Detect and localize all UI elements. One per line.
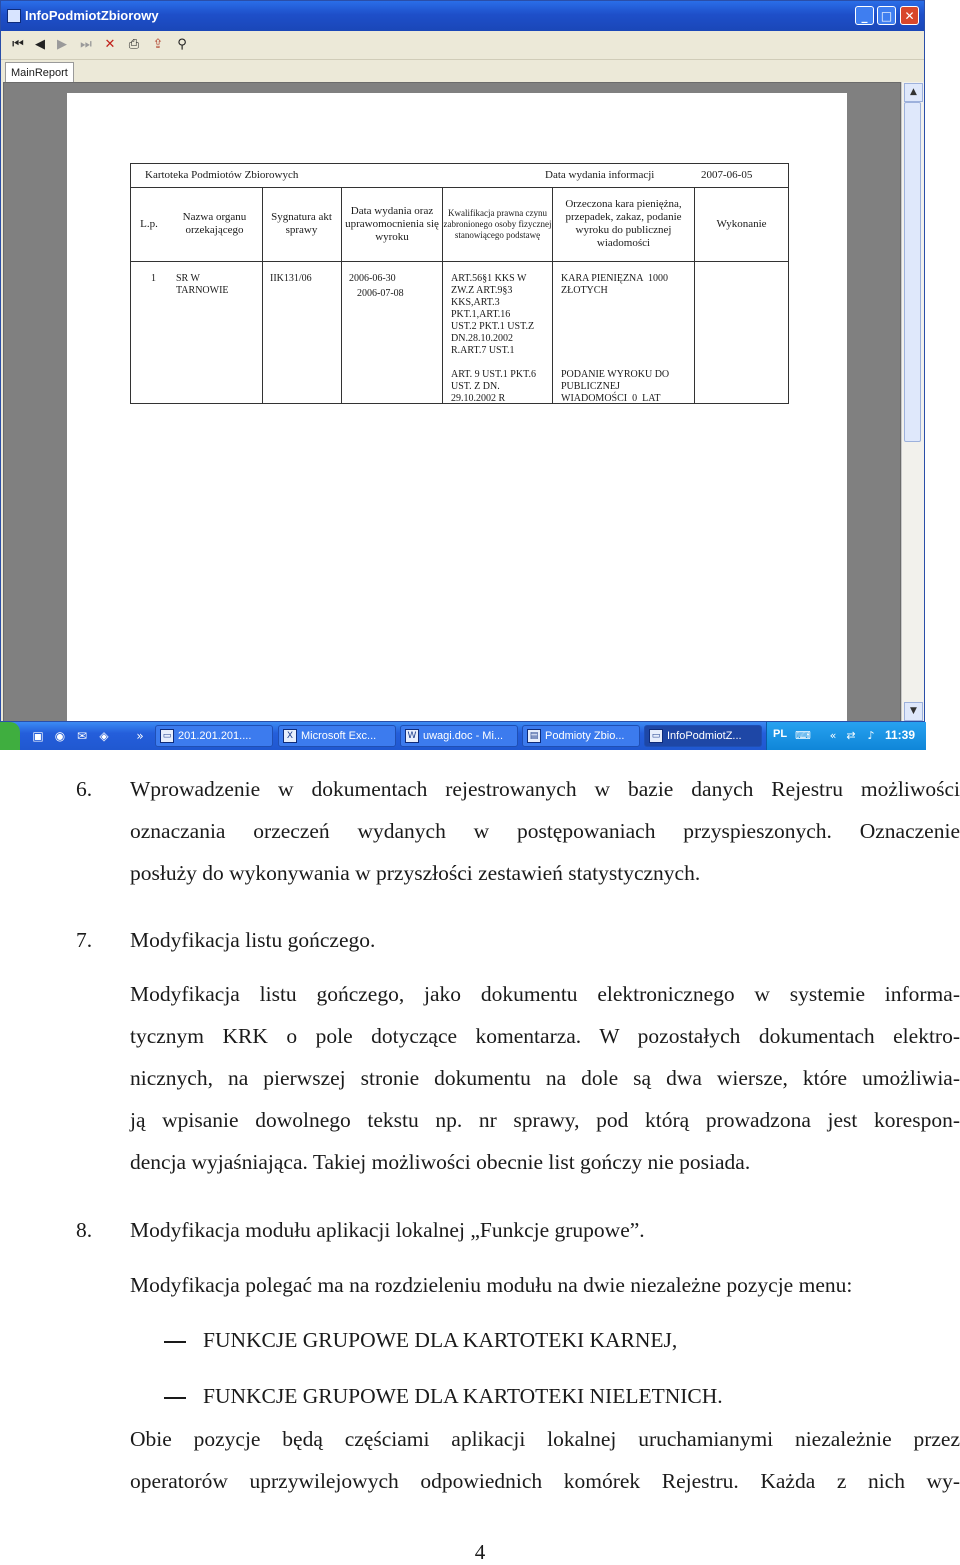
export-icon[interactable]: ⇪: [152, 37, 164, 52]
chevron-left-icon[interactable]: «: [829, 729, 837, 742]
scroll-up-icon[interactable]: ▲: [904, 83, 923, 102]
col-header-data: Data wydania oraz uprawomocnienia się wyroku: [345, 204, 439, 243]
item-8-intro: Modyfikacja polegać ma na rozdzieleniu modułu na dwie niezależne pozycje menu:: [130, 1273, 853, 1297]
taskbar-button-label: InfoPodmiotZ...: [667, 730, 742, 742]
cell-data-uprawomocnienia: 2006-07-08: [357, 288, 404, 299]
print-icon[interactable]: ⎙: [128, 37, 140, 52]
taskbar-button-label: uwagi.doc - Mi...: [423, 730, 504, 742]
taskbar-button-remote[interactable]: [155, 725, 273, 747]
item-6-line: posłuży do wykonywania w przyszłości zestawień statystycznych.: [130, 861, 701, 885]
item-6-line: Wprowadzenie w dokumentach rejestrowanych w bazie danych Rejestru możliwości: [130, 777, 960, 801]
keyboard-icon[interactable]: ⌨: [795, 729, 811, 742]
cell-data-wydania: 2006-06-30: [349, 273, 396, 284]
report-header-bar: [130, 163, 789, 188]
language-indicator[interactable]: PL: [773, 728, 788, 740]
item-8-body-line: Obie pozycje będą częściami aplikacji lokalnej uruchamianymi niezależnie przez: [130, 1427, 960, 1451]
maximize-button[interactable]: □: [877, 6, 896, 25]
report-viewer-window: [0, 0, 925, 722]
item-7-body-line: ją wpisanie dowolnego tekstu np. nr sprawy, pod którą prowadzona jest korespon-: [130, 1108, 960, 1132]
cell-organ: SR W TARNOWIE: [176, 273, 229, 296]
bullet-dash: [164, 1397, 186, 1399]
minimize-button[interactable]: _: [855, 6, 874, 25]
issue-date-label: Data wydania informacji: [545, 169, 655, 181]
taskbar-button-infopodmiot[interactable]: [644, 725, 762, 747]
page-number: 4: [474, 1540, 486, 1564]
excel-icon: X: [283, 729, 297, 743]
volume-icon[interactable]: ♪: [867, 729, 875, 742]
scroll-down-icon[interactable]: ▼: [904, 702, 923, 721]
browser-icon[interactable]: ◉: [54, 729, 66, 743]
item-6-line: oznaczania orzeczeń wydanych w postępowaniach przyspieszonych. Oznaczenie: [130, 819, 960, 843]
window-icon: ▭: [649, 729, 663, 743]
col-header-wykonanie: Wykonanie: [716, 217, 767, 230]
item-7-title: Modyfikacja listu gończego.: [130, 928, 376, 952]
network-icon[interactable]: ⇄: [846, 729, 856, 742]
desktop-icon[interactable]: ▣: [32, 729, 44, 743]
vertical-scrollbar[interactable]: [901, 82, 924, 722]
item-7-body-line: Modyfikacja listu gończego, jako dokumentu elektronicznego w systemie informa-: [130, 982, 960, 1006]
header-divider: [131, 261, 788, 262]
taskbar: [0, 722, 925, 750]
close-button[interactable]: ✕: [900, 6, 919, 25]
prev-page-icon[interactable]: ◀: [35, 37, 45, 52]
app-icon: [7, 9, 21, 23]
taskbar-button-word[interactable]: [400, 725, 518, 747]
system-tray: [766, 722, 926, 750]
taskbar-button-label: Microsoft Exc...: [301, 730, 377, 742]
col-header-kwalifikacja: Kwalifikacja prawna czynu zabronionego osoby fizycznej stanowiącego podstawę: [443, 207, 552, 240]
report-page: [67, 93, 847, 722]
tab-row: [1, 60, 924, 82]
cell-kwalifikacja-2: ART. 9 UST.1 PKT.6 UST. Z DN. 29.10.2002 R: [451, 369, 536, 404]
first-page-icon[interactable]: ⏮: [12, 37, 24, 52]
chevron-right-icon[interactable]: »: [136, 729, 144, 743]
toolbar: [1, 31, 924, 60]
next-page-icon[interactable]: ▶: [57, 37, 67, 52]
word-icon: W: [405, 729, 419, 743]
taskbar-button-label: 201.201.201....: [178, 730, 252, 742]
col-header-kara: Orzeczona kara pieniężna, przepadek, zakaz, podanie wyroku do publicznej wiadomości: [565, 198, 682, 249]
item-6-number: 6.: [76, 777, 93, 801]
start-button[interactable]: [0, 722, 20, 750]
last-page-icon[interactable]: ⏭: [80, 37, 92, 52]
item-7-body-line: tycznym KRK o pole dotyczące komentarza. W pozostałych dokumentach elektro-: [130, 1024, 960, 1048]
cell-kara-1: KARA PIENIĘZNA 1000 ZŁOTYCH: [561, 273, 668, 296]
taskbar-button-label: Podmioty Zbio...: [545, 730, 625, 742]
window-title: InfoPodmiotZbiorowy: [25, 8, 159, 23]
cell-kwalifikacja-1: ART.56§1 KKS W ZW.Z ART.9§3 KKS,ART.3 PKT.1,ART.16 UST.2 PKT.1 UST.Z DN.28.10.2002 R.ART.7 UST.1: [451, 273, 535, 356]
cell-sygnatura: IIK131/06: [270, 273, 312, 284]
clock: 11:39: [885, 728, 916, 742]
item-7-number: 7.: [76, 928, 93, 952]
col-header-sygnatura: Sygnatura akt sprawy: [271, 211, 332, 236]
remote-desktop-icon: ▭: [160, 729, 174, 743]
report-preview-area[interactable]: [3, 82, 901, 722]
item-8-bullet: FUNKCJE GRUPOWE DLA KARTOTEKI KARNEJ,: [203, 1328, 678, 1352]
item-7-body-line: dencja wyjaśniająca. Takiej możliwości obecnie list gończy nie posiada.: [130, 1150, 751, 1174]
cell-kara-2: PODANIE WYROKU DO PUBLICZNEJ WIADOMOŚCI 0 LAT: [561, 369, 670, 404]
report-title: Kartoteka Podmiotów Zbiorowych: [145, 169, 299, 181]
tab-main-report[interactable]: MainReport: [5, 62, 74, 83]
find-icon[interactable]: ⚲: [177, 37, 187, 52]
report-grid: [130, 187, 789, 404]
title-bar: [1, 1, 924, 31]
item-8-body-line: operatorów uprzywilejowych odpowiednich komórek Rejestru. Każda z nich wy-: [130, 1469, 960, 1493]
taskbar-button-excel[interactable]: [278, 725, 396, 747]
app-quicklaunch-icon[interactable]: ◈: [99, 729, 109, 743]
taskbar-button-podmioty[interactable]: [522, 725, 640, 747]
folder-icon: ▤: [527, 729, 541, 743]
bullet-dash: [164, 1341, 186, 1343]
col-header-lp: L.p.: [140, 217, 158, 230]
issue-date-value: 2007-06-05: [701, 169, 753, 181]
item-8-title: Modyfikacja modułu aplikacji lokalnej „Funkcje grupowe”.: [130, 1218, 645, 1242]
outlook-icon[interactable]: ✉: [76, 729, 88, 743]
close-report-icon[interactable]: ✕: [104, 37, 116, 52]
item-8-bullet: FUNKCJE GRUPOWE DLA KARTOTEKI NIELETNICH.: [203, 1384, 723, 1408]
col-header-organ: Nazwa organu orzekającego: [182, 211, 247, 236]
cell-lp: 1: [151, 273, 156, 284]
item-8-number: 8.: [76, 1218, 93, 1242]
item-7-body-line: nicznych, na pierwszej stronie dokumentu na dole są dwa wiersze, które umożliwia-: [130, 1066, 960, 1090]
scroll-thumb[interactable]: [904, 102, 921, 442]
